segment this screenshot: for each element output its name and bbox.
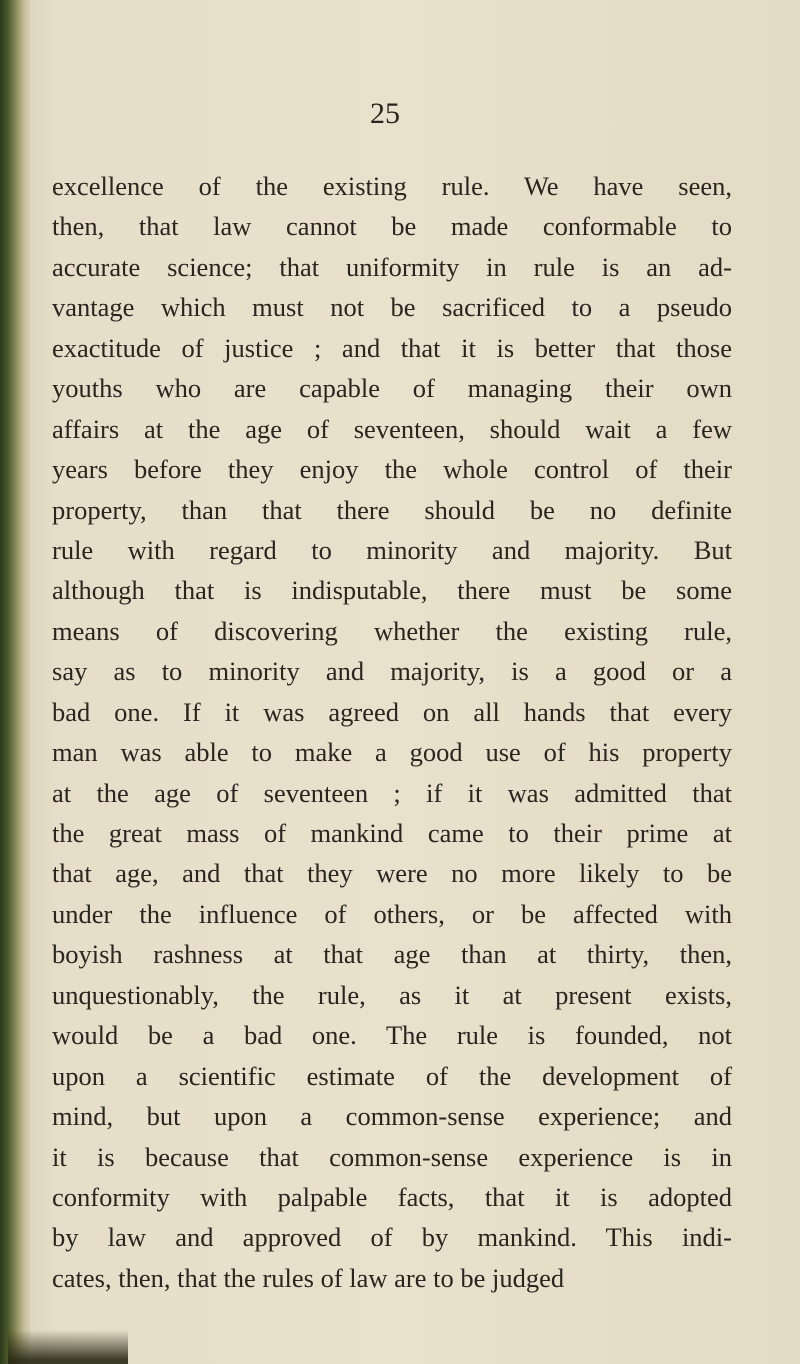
text-line: means of discovering whether the existing rule,	[52, 615, 732, 646]
text-line: rule with regard to minority and majority. But	[52, 534, 732, 565]
text-line: that age, and that they were no more likely to be	[52, 858, 732, 889]
text-line: bad one. If it was agreed on all hands that every	[52, 696, 732, 727]
text-line: exactitude of justice ; and that it is better that those	[52, 332, 732, 363]
text-line: years before they enjoy the whole control of their	[52, 454, 732, 485]
body-text	[52, 166, 732, 1298]
text-line: at the age of seventeen ; if it was admitted that	[52, 777, 732, 808]
text-line: then, that law cannot be made conformable to	[52, 211, 732, 242]
text-line: affairs at the age of seventeen, should wait a few	[52, 413, 732, 444]
page-number: 25	[370, 97, 400, 130]
text-line: accurate science; that uniformity in rule is an ad-	[52, 251, 732, 282]
text-line: cates, then, that the rules of law are to be judged	[52, 1262, 565, 1293]
text-line: unquestionably, the rule, as it at present exists,	[52, 979, 732, 1010]
text-line: would be a bad one. The rule is founded, not	[52, 1020, 732, 1051]
text-line: boyish rashness at that age than at thirty, then,	[52, 939, 732, 970]
text-line: the great mass of mankind came to their prime at	[52, 818, 732, 848]
text-line: property, than that there should be no definite	[52, 494, 732, 525]
text-line: vantage which must not be sacrificed to a pseudo	[52, 292, 732, 323]
text-line: conformity with palpable facts, that it is adopted	[52, 1181, 732, 1212]
text-line: although that is indisputable, there must be some	[52, 575, 732, 606]
book-binding-edge	[0, 0, 30, 1364]
text-line: it is because that common-sense experience is in	[52, 1141, 732, 1172]
text-line: by law and approved of by mankind. This indi-	[52, 1222, 732, 1253]
text-line: man was able to make a good use of his property	[52, 737, 732, 768]
text-line: youths who are capable of managing their own	[52, 373, 732, 404]
text-line: mind, but upon a common-sense experience; and	[52, 1101, 732, 1132]
text-line: excellence of the existing rule. We have seen,	[52, 171, 732, 201]
text-line: say as to minority and majority, is a good or a	[52, 656, 732, 687]
binding-shadow	[8, 1330, 128, 1364]
text-line: under the influence of others, or be affected with	[52, 898, 732, 929]
text-line: upon a scientific estimate of the development of	[52, 1060, 732, 1091]
